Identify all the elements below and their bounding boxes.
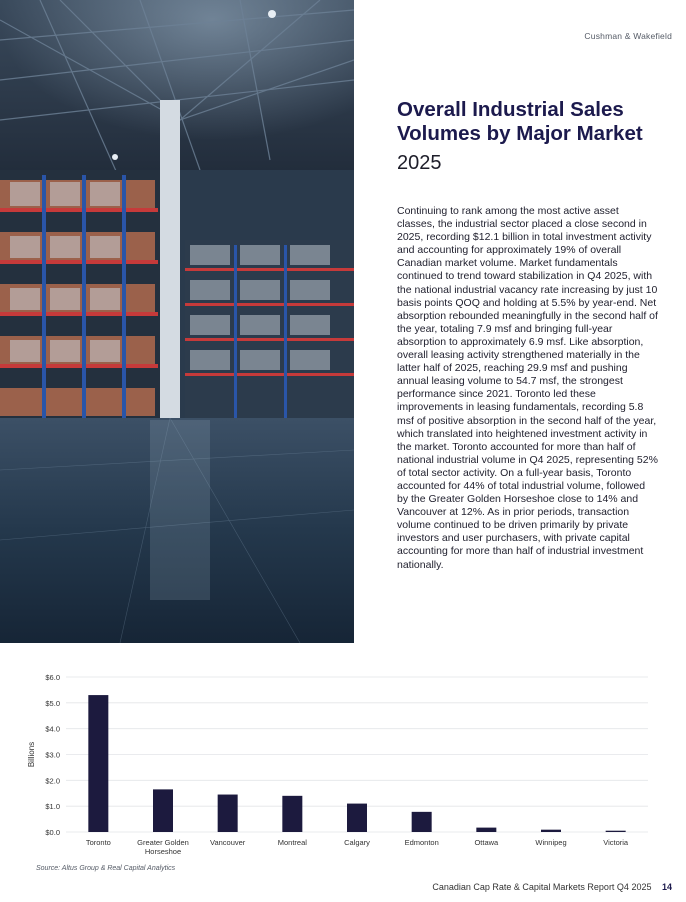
x-tick-label: Ottawa	[474, 838, 499, 847]
bar-calgary	[347, 804, 367, 832]
chart-source: Source: Altus Group & Real Capital Analytics	[36, 865, 176, 872]
bar-ottawa	[476, 828, 496, 832]
bar-greater-golden-horseshoe	[153, 789, 173, 832]
y-tick-label: $0.0	[45, 828, 60, 837]
bar-montreal	[282, 796, 302, 832]
bar-victoria	[606, 831, 626, 832]
brand-name: Cushman & Wakefield	[584, 31, 672, 41]
warehouse-illustration	[0, 0, 354, 643]
y-tick-label: $1.0	[45, 802, 60, 812]
y-tick-label: $4.0	[45, 724, 60, 734]
y-tick-label: $6.0	[45, 673, 60, 682]
bar-winnipeg	[541, 830, 561, 832]
page-subtitle-year: 2025	[397, 152, 442, 174]
body-paragraph: Continuing to rank among the most active asset classes, the industrial sector placed a close second in 2025, recording $12.1 billion in total investment activity and accounting for approximately 19% of overall Canadian market volume. Market fundamentals continued to trend toward stabilization in Q4 2025, with the national industrial vacancy rate increasing by just 10 basis points QOQ and holding at 5.5% by year-end. Net absorption rebounded meaningfully in the second half of the year, totaling 7.9 msf and bringing full-year absorption to approximately 6.9 msf. Like absorption, overall leasing activity strengthened materially in the latter half of 2025, reaching 29.9 msf and pushing annual leasing volume to 54.7 msf, the strongest performance since 2021. Toronto led these improvements in leasing fundamentals, recording 5.8 msf of positive absorption in the second half of the year, which translated into heightened investment activity in the market. Toronto accounted for more than half of national industrial volume in Q4 2025, representing 52% of total sector activity. On a full-year basis, Toronto accounted for 44% of total industrial volume, followed by the Greater Golden Horseshoe close to 14% and Vancouver at 12%. As in prior periods, transaction volume continued to be driven primarily by private investors and user purchasers, with private capital accounting for more than half of industrial investment nationally.	[397, 205, 658, 571]
y-tick-label: $3.0	[45, 750, 60, 760]
y-axis-label: Billions	[27, 741, 36, 768]
x-tick-label: Vancouver	[210, 838, 246, 847]
bar-vancouver	[218, 795, 238, 832]
x-tick-label: Montreal	[277, 838, 307, 847]
sales-volume-chart	[0, 660, 686, 860]
bar-toronto	[88, 695, 108, 832]
x-tick-label: Greater Golden	[137, 838, 189, 847]
page-number: 14	[661, 882, 672, 892]
bar-edmonton	[412, 812, 432, 832]
report-title: Canadian Cap Rate & Capital Markets Report Q4 2025	[432, 882, 652, 892]
x-tick-label: Horseshoe	[144, 847, 182, 856]
page-footer	[432, 882, 672, 892]
x-tick-label: Calgary	[344, 838, 370, 847]
y-tick-label: $5.0	[45, 698, 60, 708]
bar-chart	[0, 660, 686, 860]
x-tick-label: Toronto	[85, 838, 111, 847]
page-title: Overall Industrial Sales Volumes by Major Market	[397, 98, 643, 145]
x-tick-label: Winnipeg	[535, 838, 567, 847]
y-tick-label: $2.0	[45, 776, 60, 786]
x-tick-label: Edmonton	[404, 838, 439, 847]
warehouse-photo	[0, 0, 354, 643]
x-tick-label: Victoria	[603, 838, 629, 847]
